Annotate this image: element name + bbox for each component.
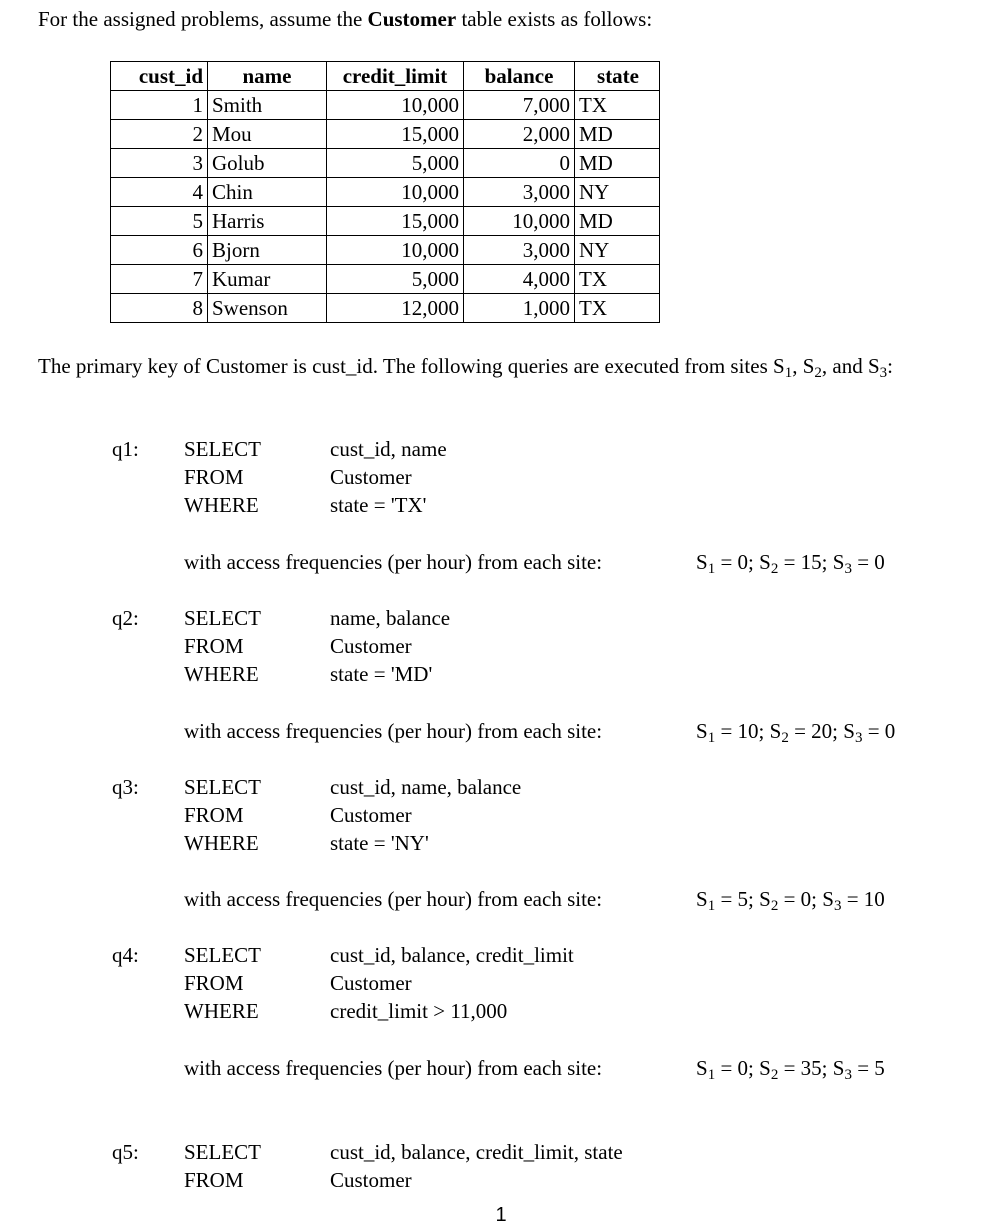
cell-balance: 0 <box>464 149 575 178</box>
freq-s1: = 0; <box>720 550 760 574</box>
subscript: 1 <box>707 898 716 914</box>
header-credit-limit: credit_limit <box>327 62 464 91</box>
query-label: q4: <box>112 943 139 967</box>
cell-state: MD <box>575 207 660 236</box>
cell-credit-limit: 15,000 <box>327 207 464 236</box>
freq-s3: = 0 <box>862 719 896 743</box>
cell-cust-id: 5 <box>111 207 208 236</box>
from-table: Customer <box>330 465 412 489</box>
cell-balance: 7,000 <box>464 91 575 120</box>
frequency-label: with access frequencies (per hour) from each site: <box>184 1056 603 1080</box>
frequency-values <box>696 719 895 744</box>
cell-credit-limit: 5,000 <box>327 265 464 294</box>
freq-s2: = 0; <box>778 887 823 911</box>
table-row <box>111 120 660 149</box>
page-number: 1 <box>495 1204 507 1226</box>
para-text: The primary key of Customer is cust_id. The following queries are executed from sites S <box>38 354 785 378</box>
cell-balance: 3,000 <box>464 178 575 207</box>
from-table: Customer <box>330 634 412 658</box>
subscript: 2 <box>770 1067 779 1083</box>
cell-credit-limit: 10,000 <box>327 178 464 207</box>
cell-state: NY <box>575 236 660 265</box>
site-letter: S <box>759 1056 771 1080</box>
freq-s2: = 15; <box>778 550 833 574</box>
keyword-select: SELECT <box>184 437 261 461</box>
keyword-from: FROM <box>184 971 244 995</box>
from-table: Customer <box>330 971 412 995</box>
select-columns: name, balance <box>330 606 451 630</box>
header-cust-id: cust_id <box>111 62 208 91</box>
table-row <box>111 265 660 294</box>
freq-s3: = 10 <box>841 887 885 911</box>
frequency-values <box>696 550 885 575</box>
frequency-label: with access frequencies (per hour) from each site: <box>184 887 603 911</box>
cell-credit-limit: 12,000 <box>327 294 464 323</box>
intro-text-end: table exists as follows: <box>456 7 653 31</box>
site-letter: S <box>832 550 845 574</box>
freq-s2: = 20; <box>788 719 844 743</box>
table-row <box>111 207 660 236</box>
keyword-from: FROM <box>184 803 244 827</box>
cell-state: MD <box>575 120 660 149</box>
cell-balance: 1,000 <box>464 294 575 323</box>
cell-state: TX <box>575 265 660 294</box>
frequency-values <box>696 887 885 912</box>
keyword-select: SELECT <box>184 943 261 967</box>
cell-state: MD <box>575 149 660 178</box>
customer-table <box>110 61 660 323</box>
subscript: 2 <box>781 730 789 746</box>
subscript: 3 <box>844 1067 852 1083</box>
cell-credit-limit: 5,000 <box>327 149 464 178</box>
cell-name: Kumar <box>208 265 327 294</box>
subscript: 3 <box>833 898 842 914</box>
freq-s1: = 10; <box>720 719 770 743</box>
query-label: q3: <box>112 775 139 799</box>
site-letter: S <box>696 1056 708 1080</box>
cell-balance: 2,000 <box>464 120 575 149</box>
site-letter: S <box>822 887 834 911</box>
site-letter: S <box>769 719 782 743</box>
table-header-row <box>111 62 660 91</box>
query-label: q5: <box>112 1140 139 1164</box>
subscript: 2 <box>814 365 822 381</box>
cell-cust-id: 1 <box>111 91 208 120</box>
cell-name: Swenson <box>208 294 327 323</box>
subscript: 1 <box>707 561 716 577</box>
subscript: 1 <box>707 730 716 746</box>
cell-balance: 3,000 <box>464 236 575 265</box>
cell-state: NY <box>575 178 660 207</box>
freq-s3: = 5 <box>851 1056 885 1080</box>
keyword-where: WHERE <box>184 493 259 517</box>
site-letter: S <box>843 719 855 743</box>
keyword-from: FROM <box>184 1168 244 1192</box>
subscript: 1 <box>784 365 793 381</box>
cell-state: TX <box>575 91 660 120</box>
cell-balance: 4,000 <box>464 265 575 294</box>
cell-credit-limit: 15,000 <box>327 120 464 149</box>
keyword-where: WHERE <box>184 831 259 855</box>
header-state: state <box>575 62 660 91</box>
keyword-where: WHERE <box>184 999 259 1023</box>
freq-s1: = 5; <box>720 887 760 911</box>
cell-name: Harris <box>208 207 327 236</box>
subscript: 3 <box>844 561 852 577</box>
select-columns: cust_id, balance, credit_limit, state <box>330 1140 623 1164</box>
where-condition: state = 'MD' <box>330 662 433 686</box>
cell-cust-id: 7 <box>111 265 208 294</box>
subscript: 3 <box>854 730 863 746</box>
query-label: q1: <box>112 437 139 461</box>
select-columns: cust_id, name, balance <box>330 775 522 799</box>
keyword-select: SELECT <box>184 606 261 630</box>
site-letter: S <box>759 550 771 574</box>
para-text: , S <box>792 354 815 378</box>
header-name: name <box>208 62 327 91</box>
intro-text: For the assigned problems, assume the <box>38 7 368 31</box>
table-row <box>111 236 660 265</box>
table-row <box>111 149 660 178</box>
subscript: 2 <box>770 561 779 577</box>
cell-cust-id: 6 <box>111 236 208 265</box>
freq-s1: = 0; <box>720 1056 760 1080</box>
cell-name: Mou <box>208 120 327 149</box>
query-label: q2: <box>112 606 139 630</box>
subscript: 2 <box>770 898 779 914</box>
where-condition: state = 'NY' <box>330 831 429 855</box>
cell-name: Golub <box>208 149 327 178</box>
keyword-from: FROM <box>184 465 244 489</box>
intro-bold-customer: Customer <box>367 7 457 31</box>
para-text: , and S <box>821 354 880 378</box>
frequency-values <box>696 1056 885 1081</box>
where-condition: credit_limit > 11,000 <box>330 999 508 1023</box>
select-columns: cust_id, balance, credit_limit <box>330 943 574 967</box>
site-letter: S <box>696 550 708 574</box>
cell-cust-id: 4 <box>111 178 208 207</box>
table-row <box>111 91 660 120</box>
subscript: 3 <box>879 365 888 381</box>
frequency-label: with access frequencies (per hour) from each site: <box>184 719 603 743</box>
frequency-label: with access frequencies (per hour) from each site: <box>184 550 603 574</box>
table-row <box>111 294 660 323</box>
keyword-select: SELECT <box>184 775 261 799</box>
cell-name: Chin <box>208 178 327 207</box>
cell-credit-limit: 10,000 <box>327 91 464 120</box>
para-text: : <box>887 354 893 378</box>
keyword-where: WHERE <box>184 662 259 686</box>
primary-key-paragraph <box>38 352 968 381</box>
cell-state: TX <box>575 294 660 323</box>
intro-sentence <box>38 4 652 34</box>
keyword-select: SELECT <box>184 1140 261 1164</box>
cell-balance: 10,000 <box>464 207 575 236</box>
freq-s2: = 35; <box>778 1056 833 1080</box>
cell-cust-id: 3 <box>111 149 208 178</box>
cell-credit-limit: 10,000 <box>327 236 464 265</box>
freq-s3: = 0 <box>851 550 885 574</box>
site-letter: S <box>759 887 771 911</box>
subscript: 1 <box>707 1067 716 1083</box>
from-table: Customer <box>330 803 412 827</box>
cell-cust-id: 2 <box>111 120 208 149</box>
from-table: Customer <box>330 1168 412 1192</box>
site-letter: S <box>832 1056 845 1080</box>
cell-name: Bjorn <box>208 236 327 265</box>
select-columns: cust_id, name <box>330 437 447 461</box>
keyword-from: FROM <box>184 634 244 658</box>
where-condition: state = 'TX' <box>330 493 427 517</box>
header-balance: balance <box>464 62 575 91</box>
cell-name: Smith <box>208 91 327 120</box>
site-letter: S <box>696 887 708 911</box>
table-row <box>111 178 660 207</box>
site-letter: S <box>696 719 708 743</box>
cell-cust-id: 8 <box>111 294 208 323</box>
